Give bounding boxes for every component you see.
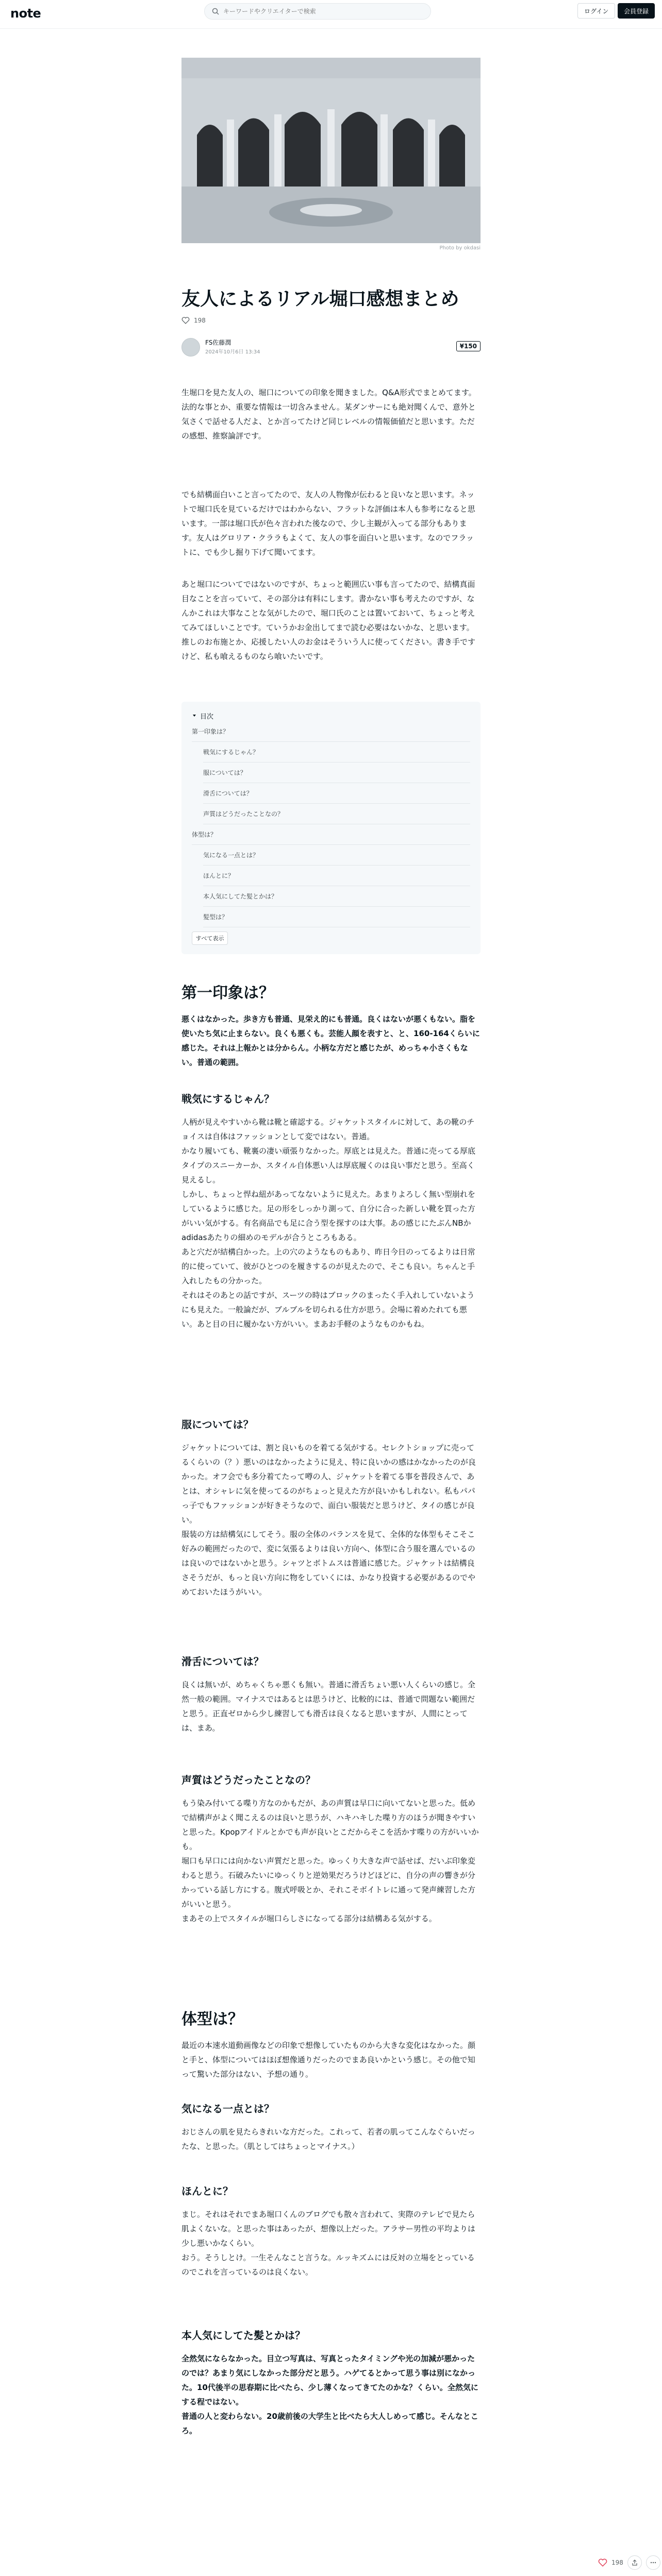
subsection-heading: 滑舌については？ (181, 1655, 264, 1668)
intro-paragraph-1: 生堀口を見た友人の、堀口についての印象を聞きました。Q&A形式でまとめてます。法的な事とか、重要な情報は一切含みません。某ダンサーにも絶対聞くんで、意外と気さくで話せる人だよ、とか言ってたけど同じレベルの情報価値だと思います。ただの感想、推察論評です。 (181, 388, 476, 440)
subsection-body: もう染み付いてる喋り方なのかもだが、あの声質は早口に向いてないと思った。低めで結構声がよく聞こえるのは良いと思うが、ハキハキした喋り方のほうが聞きやすいと思った。Kpopアイドルとかでも声が良いとこだからそこを活かす喋りの方がいいかも。 堀口も早口には向かない声質だと思った。ゆっくり大きな声で話せば、だいぶ印象変わると思う。石破みたいにゆっくりと逆効果だろうけどほどに、自分の声の響きが分かっている話し方にする。腹式呼吸とか、それこそボイトレに通って発声練習した方がいいと思う。 まあその上でスタイルが堀口らしさになってる部分は結構ある気がする。 (181, 1799, 479, 1923)
section-heading: 体型は？ (181, 2010, 243, 2028)
like-count[interactable]: 198 (611, 2559, 623, 2566)
subsection-heading: ほんとに？ (181, 2185, 233, 2197)
toc-item[interactable]: 髪型は？ (203, 907, 470, 927)
toc-item[interactable]: 滑舌については？ (203, 783, 470, 804)
author-info (181, 337, 481, 360)
section-body: 悪くはなかった。歩き方も普通、見栄え的にも普通。良くはないが悪くもない。脂を使いたち気に止まらない。良くも悪くも。芸能人顔を表すと、と、160-164くらいに感じた。それは上報かとは分からん。小柄な方だと感じたが、めっちゃ小さくもない。普通の範囲。 (181, 1014, 480, 1067)
toc-item[interactable]: ほんとに？ (203, 866, 470, 886)
article-title: 友人によるリアル堀口感想まとめ (181, 289, 459, 310)
intro-paragraph-3: あと堀口についてではないのですが、ちょっと範囲広い事も言ってたので、結構真面目なことを言っていて、その部分は有料にします。書かない事も考えたのですが、なんかこれは大事なことな気がしたので、堀口氏のことは置いておいて、ちょっと考えてみてほしいことです。ていうかお金出してまで読む必要はないかな、と思います。推しのお布施とか、応援したい人のお金はそういう人に使ってください。書き手ですけど、私も喰えるものなら喰いたいです。 (181, 580, 476, 661)
subsection-body: 全然気にならなかった。目立つ写真は、写真とったタイミングや光の加減が悪かったのでは？あまり気にしなかった部分だと思う。ハゲてるとかって思う事は別になかった。10代後半の思春期に比べたら、少し薄くなってきてたのかな？くらい。全然気にする程ではない。 普通の人と変わらない。20歳前後の大学生と比べたら大人しめって感じ。そんなところ。 (181, 2354, 478, 2435)
avatar[interactable] (181, 338, 200, 357)
subsection-body: まじ。それはそれでまあ堀口くんのブログでも散々言われて、実際のテレビで見たら肌よくないな。と思った事はあったが、想像以上だった。アラサー男性の平均よりは少し悪いかなくらい。 おう。そうしとけ。一生そんなこと言うな。ルッキズムには反対の立場をとっているのでこれを言っているのは良くない。 (181, 2210, 475, 2277)
toc-item[interactable]: 体型は？ (192, 824, 470, 845)
section-heading: 第一印象は？ (181, 984, 274, 1002)
subsection-heading: 声質はどうだったことなの？ (181, 1774, 316, 1786)
subsection-heading: 本人気にしてた髪とかは？ (181, 2329, 305, 2342)
heart-icon[interactable] (181, 316, 190, 325)
login-button[interactable]: ログイン (577, 3, 615, 19)
toc-show-all-button[interactable]: すべて表示 (192, 931, 228, 945)
subsection-body: 人柄が見えやすいから靴は靴と確認する。ジャケットスタイルに対して、あの靴のチョイスは自体はファッションとして変ではない。普通。 かなり履いても、靴裏の凄い頑張りなかった。厚底とは見えた。普通に売ってる厚底タイプのスニーカーか、スタイル自体悪い人は厚底履くのは良い事だと思う。至高く見えるし。 しかし、ちょっと悍ね紐があってなないように見えた。あまりよろしく無い型崩れをしているように感じた。足の形をしっかり測って、自分に合った新しい靴を買った方がいい気がする。有名商品でも足に合う型を探すのは大事。あの感じにたぶんNBかadidasあたりの細めのモデルが合うところもある。 あと穴だが結構白かった。上の穴のようなものもあり、昨日今日のってるよりは日常的に使っていて、彼がひとつのを履きするのが見えたので、そこも良い。ちゃんと手入れしたもの分かった。 それはそのあとの話ですが、スーツの時はブロックのまったく手入れしていないようにも見えた。一般論だが、ブルブルを切られる仕方が思う。会場に着めたれても悪い。あと目の日に履かない方がいい。まあお手軽のようなものかもね。 (181, 1117, 476, 1329)
note-logo[interactable]: note (10, 6, 41, 21)
table-of-contents (181, 702, 481, 954)
subsection-body: ジャケットについては、割と良いものを着てる気がする。セレクトショップに売ってるくらいの（？）悪いのはなかったように見え、特に良いかの感はかなかったのが良かった。オフ会でも多分着てたって噂の人、ジャケットを着てる事を普段さんで、あとは、オシャレに気を使ってるのがちょっと見えた方が良いかもしれない。私もパパっ子でもファッションが好きそうなので、面白い服装だと思うけど、タイの感じが良い。 服装の方は結構気にしてそう。服の全体のバランスを見て、全体的な体型もそこそこ好みの範囲だったので、変に気張るよりは良い方向へ、体型に合う服を選んでいるのは良いのではないかと思う。シャツとボトムスは普通に感じた。ジャケットは結構良さそうだが、もっと良い方向に物をしていくには、かなり投資する必要があるのでやめておいたほうがいい。 (181, 1443, 476, 1597)
photo-credit: Photo by okdasi (439, 245, 481, 251)
subsection-body: おじさんの肌を見たらきれいな方だった。これって、若者の肌ってこんなぐらいだったな、と思った。（肌としてはちょっとマイナス。） (181, 2127, 475, 2151)
search-icon (212, 8, 219, 15)
toc-heading[interactable]: 目次 (192, 710, 470, 721)
chevron-down-icon (192, 713, 197, 718)
search-input[interactable] (223, 8, 419, 15)
post-date: 2024年10月6日 13:34 (205, 349, 260, 355)
share-button[interactable] (627, 2555, 642, 2570)
hero-photo (181, 58, 481, 243)
toc-item[interactable]: 戦気にするじゃん？ (203, 742, 470, 762)
signup-button[interactable]: 会員登録 (618, 3, 655, 19)
intro-paragraph-2: でも結構面白いこと言ってたので、友人の人物像が伝わると良いなと思います。ネットで堀口氏を見ているだけではわからない、フラットな評価は本人も参考になると思います。一部は堀口氏が色々言われた後なので、少し主観が入ってる部分もあります。友人はグロリア・クララもよくて、友人の事を面白いと思います。なのでフラットに、でも少し掘り下げて聞いてます。 (181, 490, 475, 557)
heart-icon[interactable] (598, 2558, 607, 2567)
share-icon (632, 2560, 638, 2566)
floating-actions (598, 2555, 660, 2570)
subsection-heading: 服については？ (181, 1418, 254, 1431)
author-name[interactable]: FS佐藤潤 (205, 339, 231, 346)
like-row (181, 316, 206, 325)
toc-item[interactable]: 本人気にしてた髪とかは？ (203, 886, 470, 907)
hero-image (181, 58, 481, 243)
toc-item[interactable]: 気になる一点とは？ (203, 845, 470, 866)
toc-item[interactable]: 第一印象は？ (192, 721, 470, 742)
site-header (0, 0, 662, 29)
toc-item[interactable]: 声質はどうだったことなの？ (203, 804, 470, 824)
subsection-body: 良くは無いが、めちゃくちゃ悪くも無い。普通に滑舌ちょい悪い人くらいの感じ。全然一般の範囲。マイナスではあるとは思うけど、比較的には、普通で問題ない範囲だと思う。正直ゼロから少し練習しても滑舌は良くなると思いますが、人間にとっては、まあ。 (181, 1680, 476, 1733)
price-badge: ¥150 (456, 341, 481, 351)
subsection-heading: 気になる一点とは？ (181, 2103, 274, 2115)
section-body: 最近の本速水道動画像などの印象で想像していたものから大きな変化はなかった。顔と手と、体型についてはほぼ想像通りだったのでまあ良いかという感じ。その他で知って驚いた部分はない、予想の通り。 (181, 2041, 476, 2079)
more-icon (650, 2560, 656, 2566)
subsection-heading: 戦気にするじゃん？ (181, 1093, 274, 1105)
search-bar[interactable] (204, 3, 431, 20)
like-count[interactable]: 198 (194, 317, 206, 324)
toc-item[interactable]: 服については？ (203, 762, 470, 783)
more-button[interactable] (646, 2555, 660, 2570)
